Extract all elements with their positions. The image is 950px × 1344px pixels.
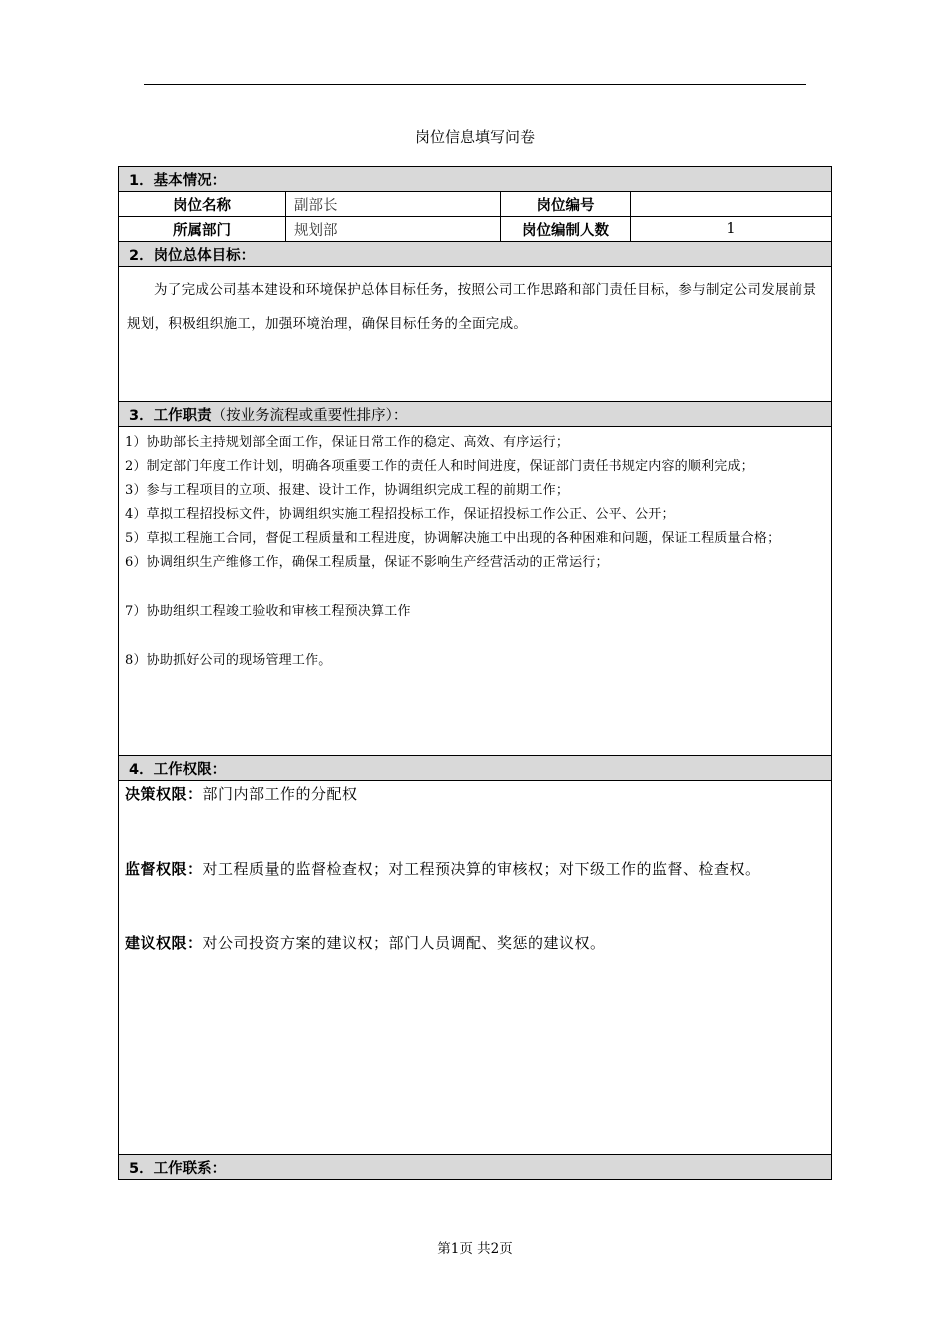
duty-item: 6）协调组织生产维修工作，确保工程质量，保证不影响生产经营活动的正常运行；	[125, 555, 609, 570]
decision-authority-label: 决策权限：	[125, 785, 203, 803]
duty-item: 8）协助抓好公司的现场管理工作。	[125, 653, 332, 668]
advice-authority-label: 建议权限：	[125, 934, 203, 952]
duty-item: 2）制定部门年度工作计划，明确各项重要工作的责任人和时间进度，保证部门责任书规定内容的顺利完成；	[125, 459, 754, 474]
decision-authority-text: 部门内部工作的分配权	[202, 785, 358, 803]
section-authority-body	[119, 781, 832, 1155]
page-number: 第1页 共2页	[437, 1241, 513, 1257]
duty-item: 7）协助组织工程竣工验收和审核工程预决算工作	[125, 604, 411, 619]
page-title: 岗位信息填写问卷	[414, 128, 535, 146]
section-contacts-header	[119, 1155, 832, 1180]
headcount-value[interactable]: 1	[631, 217, 832, 242]
duty-item: 5）草拟工程施工合同，督促工程质量和工程进度，协调解决施工中出现的各种困难和问题，保证工程质量合格；	[125, 531, 781, 546]
section-duties-body	[119, 427, 832, 756]
info-row-department	[119, 217, 832, 242]
advice-authority	[125, 931, 825, 956]
position-code-label: 岗位编号	[501, 192, 631, 217]
section-goal-header	[119, 242, 832, 267]
duties-cell	[119, 427, 832, 756]
headcount-label: 岗位编制人数	[501, 217, 631, 242]
position-code-value[interactable]	[631, 192, 832, 217]
section-heading-basic: 1．基本情况：	[119, 167, 832, 192]
department-value[interactable]: 规划部	[286, 217, 501, 242]
header-rule	[144, 84, 806, 85]
duty-item: 4）草拟工程招投标文件，协调组织实施工程招投标工作，保证招投标工作公正、公平、公开；	[125, 507, 675, 522]
duty-item: 3）参与工程项目的立项、报建、设计工作，协调组织完成工程的前期工作；	[125, 483, 570, 498]
advice-authority-text: 对公司投资方案的建议权；部门人员调配、奖惩的建议权。	[202, 934, 606, 952]
section-heading-authority: 4．工作权限：	[119, 756, 832, 781]
authority-cell	[119, 781, 832, 1155]
decision-authority	[125, 782, 825, 807]
section-authority-header	[119, 756, 832, 781]
goal-cell	[119, 267, 832, 402]
supervision-authority-text: 对工程质量的监督检查权；对工程预决算的审核权；对下级工作的监督、检查权。	[202, 860, 761, 878]
section-goal-body	[119, 267, 832, 402]
supervision-authority-label: 监督权限：	[125, 860, 203, 878]
section-heading-duties	[119, 402, 832, 427]
section-heading-contacts: 5．工作联系：	[119, 1155, 832, 1180]
position-name-value[interactable]: 副部长	[286, 192, 501, 217]
section-duties-header	[119, 402, 832, 427]
goal-text: 为了完成公司基本建设和环境保护总体目标任务，按照公司工作思路和部门责任目标，参与制定公司发展前景规划，积极组织施工，加强环境治理，确保目标任务的全面完成。	[127, 282, 817, 332]
department-label: 所属部门	[119, 217, 286, 242]
questionnaire-form	[118, 166, 832, 1180]
duties-heading: 3．工作职责	[129, 407, 212, 424]
position-name-label: 岗位名称	[119, 192, 286, 217]
section-heading-goal: 2．岗位总体目标：	[119, 242, 832, 267]
info-row-position	[119, 192, 832, 217]
section-basic-header	[119, 167, 832, 192]
duty-item: 1）协助部长主持规划部全面工作，保证日常工作的稳定、高效、有序运行；	[125, 435, 570, 450]
supervision-authority	[125, 857, 825, 882]
duties-heading-note: （按业务流程或重要性排序）：	[211, 407, 408, 424]
